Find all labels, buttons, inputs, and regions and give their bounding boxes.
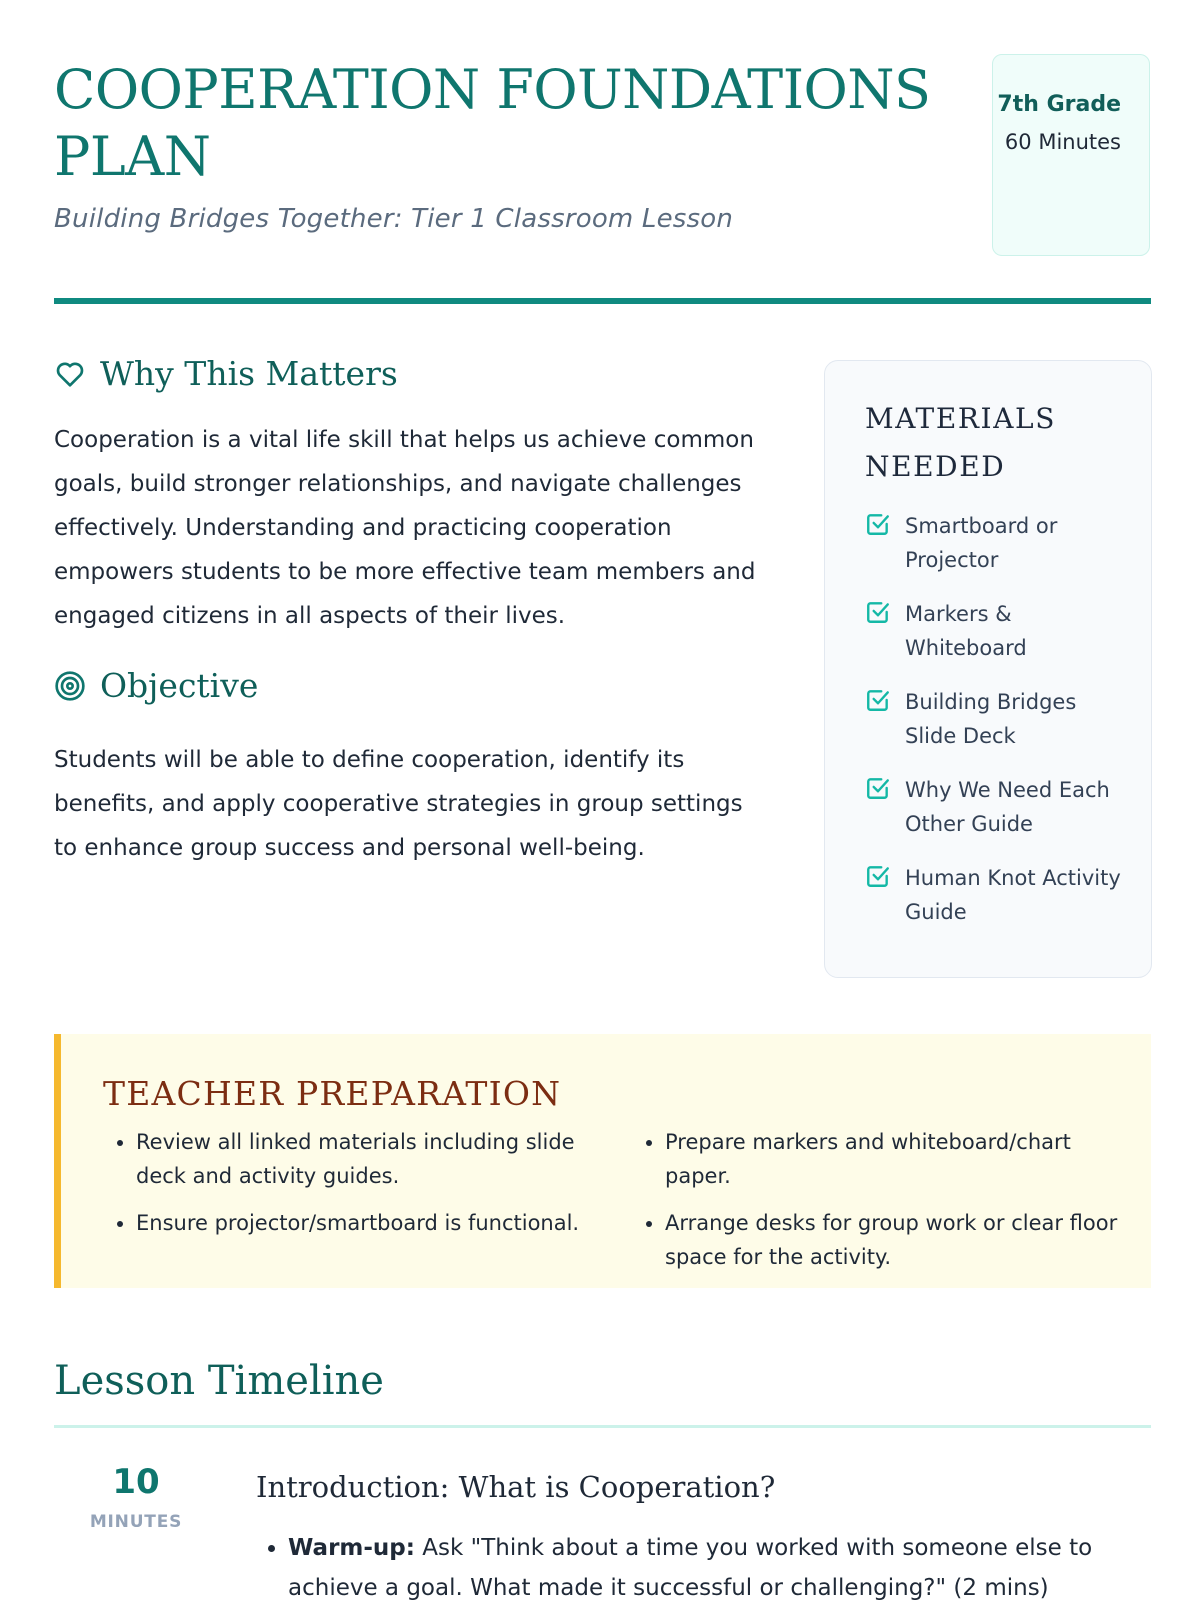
materials-list	[865, 509, 1127, 929]
prep-list-left	[103, 1125, 592, 1287]
materials-item-text: Markers & Whiteboard	[905, 602, 1027, 660]
page-title: COOPERATION FOUNDATIONS PLAN	[54, 58, 931, 188]
timeline-point	[288, 1528, 1138, 1608]
prep-item: • Ensure projector/smartboard is functional.	[136, 1206, 592, 1240]
teacher-preparation-box	[54, 1034, 1151, 1288]
timeline-point-text: Ask "Think about a time you worked with someone else to achieve a goal. What made it successful or challenging?" (2 mins)	[288, 1535, 1093, 1601]
prep-list-right	[632, 1125, 1121, 1287]
materials-item	[865, 509, 1127, 577]
heart-icon	[54, 358, 86, 390]
why-heading	[54, 354, 398, 393]
grade-label: 7th Grade	[997, 92, 1121, 117]
materials-item	[865, 685, 1127, 753]
prep-item: • Review all linked materials including slide deck and activity guides.	[136, 1125, 592, 1193]
checkbox-icon	[865, 511, 891, 537]
prep-columns	[103, 1125, 1121, 1287]
checkbox-icon	[865, 599, 891, 625]
grade-duration-badge	[992, 54, 1150, 256]
timeline-point-label: Warm-up:	[288, 1535, 415, 1561]
materials-card	[824, 360, 1152, 978]
materials-item	[865, 861, 1127, 929]
why-text: Cooperation is a vital life skill that helps us achieve common goals, build stronger relationships, and navigate challenges effectively. Understanding and practicing cooperation empowers students to be more effective team members and engaged citizens in all aspects of their lives.	[54, 427, 756, 629]
timeline-duration	[84, 1460, 188, 1532]
prep-item: • Arrange desks for group work or clear floor space for the activity.	[665, 1206, 1121, 1274]
materials-item	[865, 773, 1127, 841]
timeline-heading: Lesson Timeline	[54, 1358, 384, 1404]
materials-item-text: Human Knot Activity Guide	[905, 866, 1121, 924]
timeline-minutes-unit: MINUTES	[89, 1512, 183, 1532]
why-heading-text: Why This Matters	[100, 354, 398, 393]
checkbox-icon	[865, 775, 891, 801]
objective-heading	[54, 666, 258, 705]
materials-item-text: Why We Need Each Other Guide	[905, 778, 1110, 836]
objective-heading-text: Objective	[100, 666, 259, 705]
target-icon	[54, 670, 86, 702]
page-subtitle: Building Bridges Together: Tier 1 Classroom Lesson	[54, 204, 734, 234]
timeline-entry-points	[256, 1528, 1138, 1608]
timeline-minutes-value: 10	[112, 1462, 160, 1502]
timeline-entry-title: Introduction: What is Cooperation?	[256, 1470, 776, 1504]
prep-item: • Prepare markers and whiteboard/chart paper.	[665, 1125, 1121, 1193]
duration-label: 60 Minutes	[1004, 130, 1121, 154]
materials-heading: MATERIALS NEEDED	[865, 402, 1057, 483]
materials-item-text: Smartboard or Projector	[905, 514, 1058, 572]
checkbox-icon	[865, 687, 891, 713]
materials-item-text: Building Bridges Slide Deck	[905, 690, 1077, 748]
header-divider	[54, 298, 1151, 304]
materials-item	[865, 597, 1127, 665]
timeline-divider	[54, 1425, 1151, 1428]
prep-heading: TEACHER PREPARATION	[103, 1074, 562, 1113]
checkbox-icon	[865, 863, 891, 889]
objective-text: Students will be able to define cooperation, identify its benefits, and apply cooperative strategies in group settings to enhance group success and personal well-being.	[54, 747, 743, 861]
